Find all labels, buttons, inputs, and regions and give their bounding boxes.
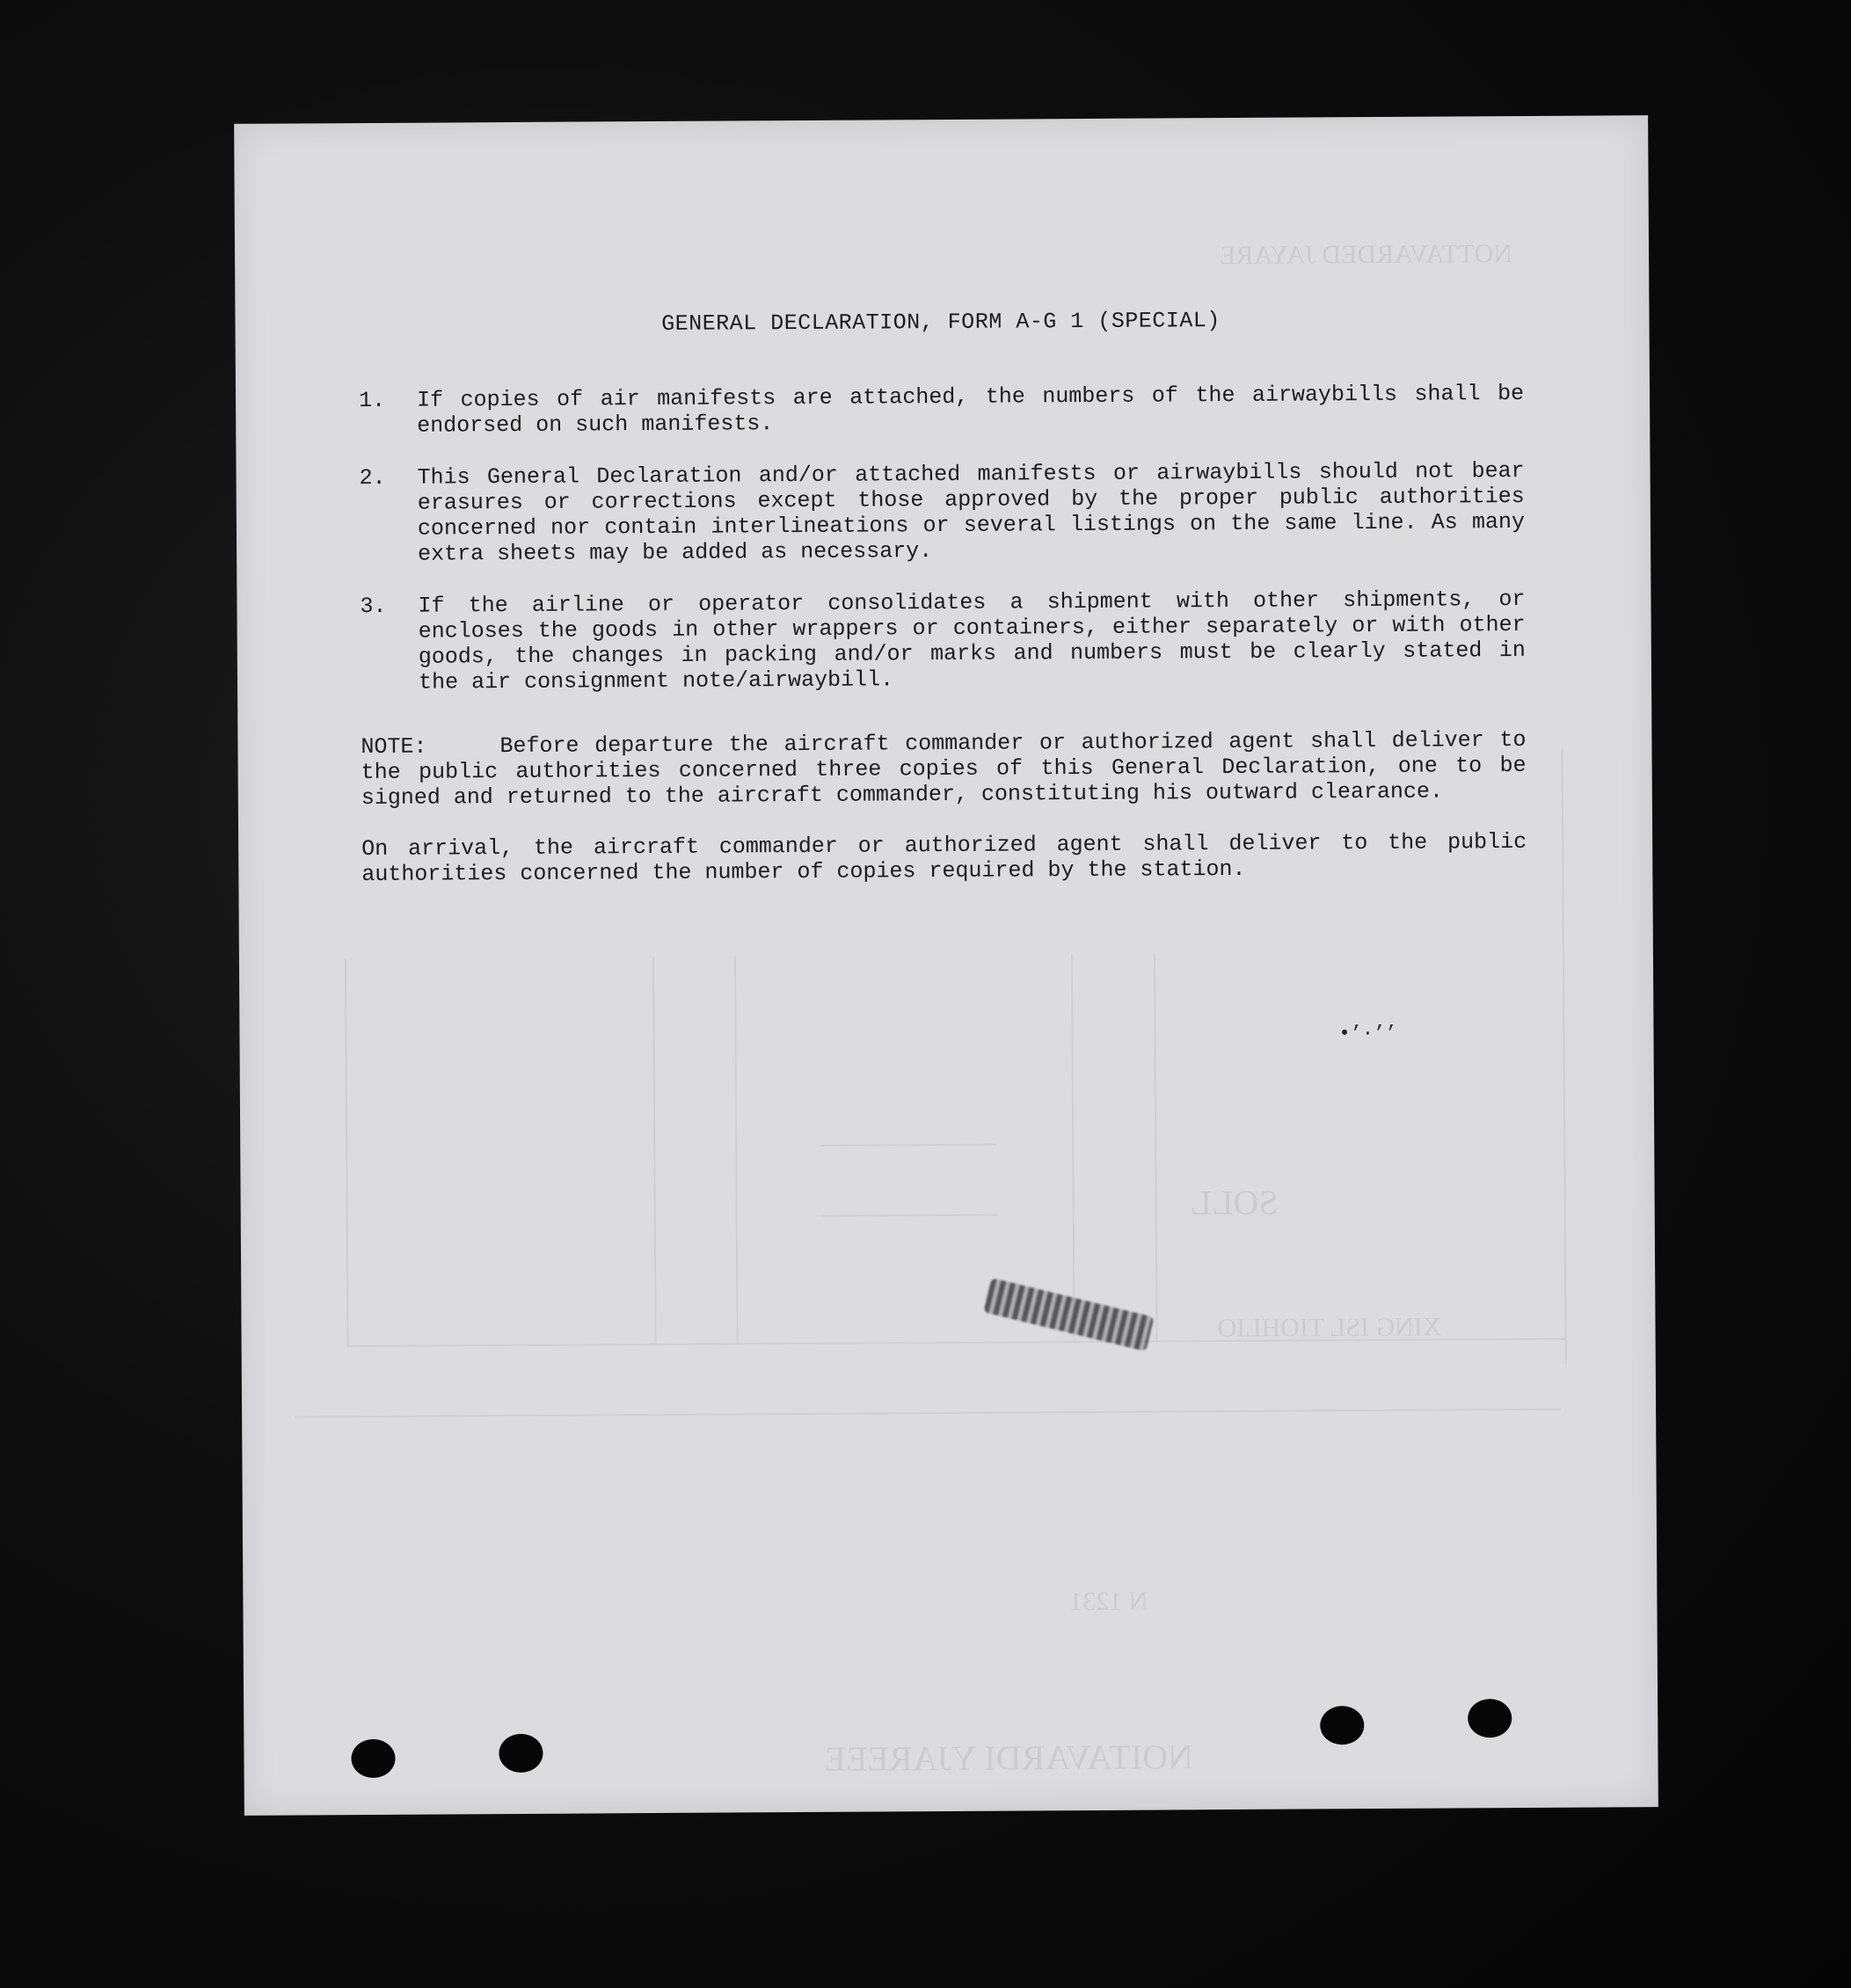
punch-hole (1320, 1706, 1364, 1744)
instruction-item-1 (359, 381, 1524, 439)
punch-hole (1468, 1699, 1512, 1737)
document-title: GENERAL DECLARATION, FORM A-G 1 (SPECIAL) (661, 308, 1221, 337)
note-label: NOTE: (361, 733, 427, 761)
marginal-mark: •’·’’ (1338, 1022, 1397, 1045)
instruction-item-3 (360, 586, 1526, 695)
punch-hole (351, 1739, 395, 1778)
instruction-item-2 (360, 458, 1526, 567)
item-text: This General Declaration and/or attached manifests or airwaybills should not bear erasures or corrections except those approved by the proper public authorities concerned nor contain interlineations or several listings on the same line. As many extra sheets may be added as necessary. (417, 457, 1526, 567)
item-text: If the airline or operator consolidates a shipment with other shipments, or encloses the goods in other wrappers or containers, either separately or with other goods, the changes in packing and/or marks and numbers must be clearly stated in the air consignment note/airwaybill. (418, 586, 1526, 695)
punch-hole (499, 1734, 543, 1773)
item-number: 2. (359, 464, 386, 492)
stamp-smudge (983, 1278, 1154, 1351)
item-text: If copies of air manifests are attached, the numbers of the airwaybills shall be endorsed on such manifests. (416, 380, 1525, 439)
reverse-side-show-through: SOLL XING ISL TIOHLIO N 1231 NOITAVARDI YJAREEE NOTTAVARDED JAYARE (234, 115, 1658, 1816)
item-number: 1. (358, 387, 386, 414)
declaration-body (358, 306, 1527, 887)
note-paragraph-2: On arrival, the aircraft commander or authorized agent shall deliver to the public authorities concerned the number of copies required by the station. (361, 828, 1527, 888)
item-number: 3. (360, 593, 387, 620)
document-page (234, 115, 1658, 1816)
note-paragraph-1: Before departure the aircraft commander or authorized agent shall deliver to the public authorities concerned three copies of this General Declaration, one to be signed and returned to the aircraft commander, constituting his outward clearance. (361, 726, 1527, 812)
note-section (361, 727, 1527, 811)
